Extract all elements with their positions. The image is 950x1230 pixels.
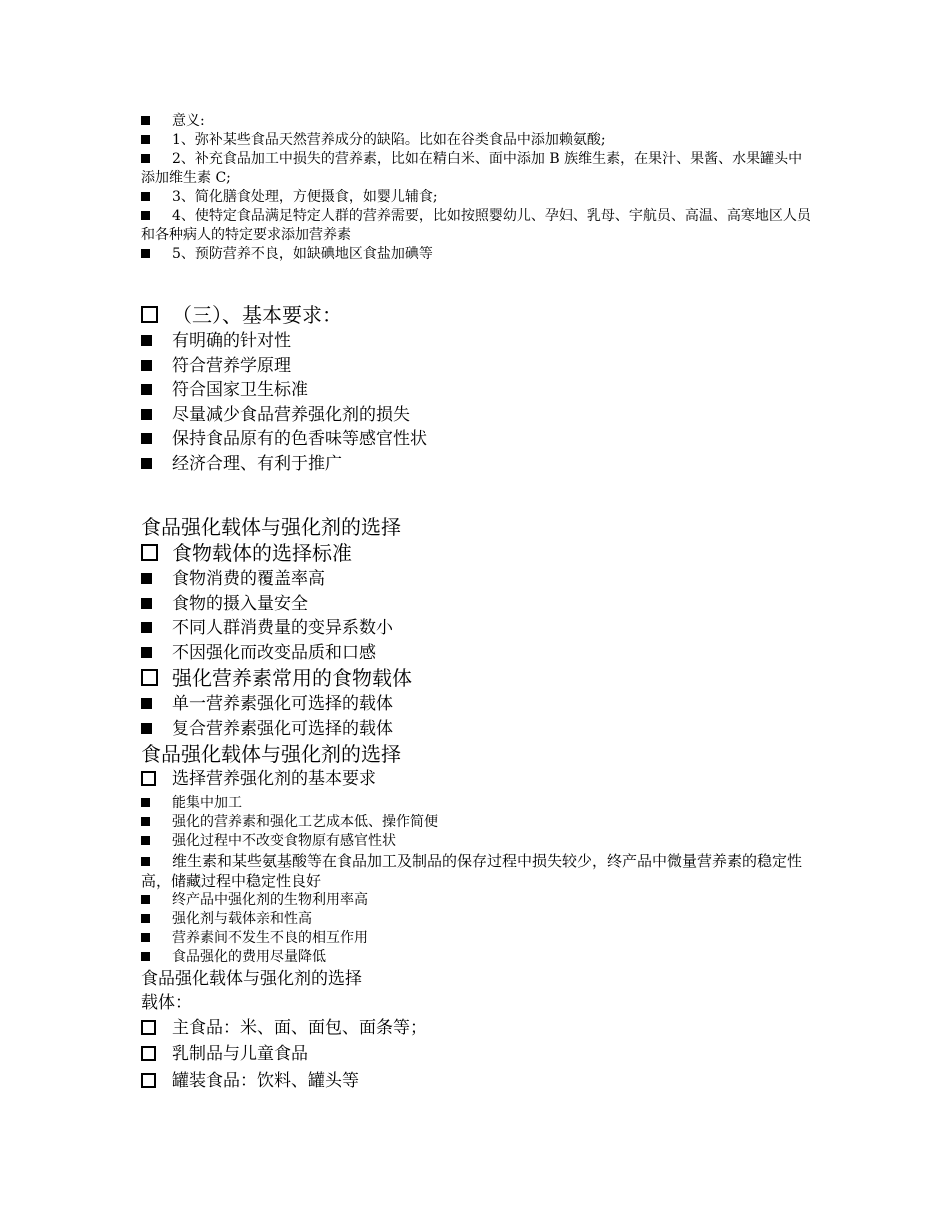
spacer bbox=[141, 476, 811, 514]
requirement-item bbox=[141, 378, 811, 403]
requirement-item-text: 尽量减少食品营养强化剂的损失 bbox=[172, 404, 410, 425]
vehicle-item bbox=[141, 1016, 811, 1043]
filled-square-bullet-icon bbox=[141, 452, 172, 477]
filled-square-bullet-icon bbox=[141, 567, 172, 592]
filled-square-bullet-icon bbox=[141, 717, 172, 742]
hollow-square-bullet-icon bbox=[141, 1042, 172, 1069]
requirement-item-text: 保持食品原有的色香味等感官性状 bbox=[172, 429, 427, 449]
carrier-criterion-text: 食物消费的覆盖率高 bbox=[172, 569, 325, 589]
hollow-square-bullet-icon bbox=[141, 302, 172, 329]
fortifier-requirement-item bbox=[141, 948, 811, 967]
filled-square-bullet-icon bbox=[141, 245, 172, 264]
spacer bbox=[141, 264, 811, 302]
meaning-item-text: 4、使特定食品满足特定人群的营养需要，比如按照婴幼儿、孕妇、乳母、宇航员、高温、高寒地区人员和各种病人的特定要求添加营养素 bbox=[141, 208, 811, 243]
filled-square-bullet-icon bbox=[141, 112, 172, 131]
carrier-criterion-text: 不同人群消费量的变异系数小 bbox=[172, 618, 393, 638]
requirement-item bbox=[141, 329, 811, 354]
meaning-item-text: 1、弥补某些食品天然营养成分的缺陷。比如在谷类食品中添加赖氨酸; bbox=[172, 132, 606, 148]
filled-square-bullet-icon bbox=[141, 851, 172, 871]
fortifier-requirement-item bbox=[141, 832, 811, 851]
fortifier-requirement-item bbox=[141, 851, 811, 891]
carrier-sub-heading bbox=[141, 665, 811, 692]
fortifier-requirement-item bbox=[141, 891, 811, 910]
fortifier-requirement-item bbox=[141, 794, 811, 813]
fortifier-requirement-item bbox=[141, 910, 811, 929]
filled-square-bullet-icon bbox=[141, 929, 172, 948]
filled-square-bullet-icon bbox=[141, 131, 172, 150]
fortifier-requirement-text: 食品强化的费用尽量降低 bbox=[172, 948, 326, 965]
filled-square-bullet-icon bbox=[141, 592, 172, 617]
vehicle-item bbox=[141, 1042, 811, 1069]
carrier-criterion-item bbox=[141, 641, 811, 666]
meaning-heading bbox=[141, 112, 811, 131]
fortifier-requirement-text: 维生素和某些氨基酸等在食品加工及制品的保存过程中损失较少，终产品中微量营养素的稳定性高，储藏过程中稳定性良好 bbox=[141, 851, 803, 890]
fortifier-requirement-item bbox=[141, 929, 811, 948]
carrier-sub-heading-text: 强化营养素常用的食物载体 bbox=[172, 666, 412, 690]
meaning-item bbox=[141, 150, 811, 188]
hollow-square-bullet-icon bbox=[141, 540, 172, 567]
vehicle-item-text: 罐装食品：饮料、罐头等 bbox=[172, 1070, 359, 1091]
meaning-item bbox=[141, 245, 811, 264]
carrier-type-item bbox=[141, 717, 811, 742]
fortifier-sub-heading-text: 选择营养强化剂的基本要求 bbox=[172, 769, 376, 789]
filled-square-bullet-icon bbox=[141, 188, 172, 207]
meaning-heading-text: 意义: bbox=[172, 113, 205, 129]
requirement-item-text: 符合国家卫生标准 bbox=[172, 380, 308, 400]
fortifier-requirement-text: 强化剂与载体亲和性高 bbox=[172, 910, 312, 927]
filled-square-bullet-icon bbox=[141, 794, 172, 813]
requirement-item bbox=[141, 452, 811, 477]
fortifier-requirement-text: 强化过程中不改变食物原有感官性状 bbox=[172, 832, 396, 849]
meaning-item-text: 3、简化膳食处理，方便摄食，如婴儿辅食; bbox=[172, 189, 438, 205]
filled-square-bullet-icon bbox=[141, 948, 172, 967]
vehicles-section-title: 食品强化载体与强化剂的选择 bbox=[141, 968, 362, 989]
fortifier-requirement-text: 营养素间不发生不良的相互作用 bbox=[172, 929, 368, 946]
carrier-sub-heading-text: 食物载体的选择标准 bbox=[172, 541, 352, 565]
meaning-item bbox=[141, 207, 811, 245]
filled-square-bullet-icon bbox=[141, 150, 172, 169]
carrier-criterion-item bbox=[141, 616, 811, 641]
requirement-item-text: 有明确的针对性 bbox=[172, 331, 291, 351]
carrier-criterion-item bbox=[141, 592, 811, 617]
filled-square-bullet-icon bbox=[141, 354, 172, 379]
meaning-item-text: 2、补充食品加工中损失的营养素，比如在精白米、面中添加 B 族维生素，在果汁、果酱、水果罐头中添加维生素 C; bbox=[141, 151, 803, 186]
document-page bbox=[141, 112, 811, 1095]
filled-square-bullet-icon bbox=[141, 641, 172, 666]
vehicle-item bbox=[141, 1069, 811, 1096]
hollow-square-bullet-icon bbox=[141, 1016, 172, 1043]
carrier-criterion-text: 食物的摄入量安全 bbox=[172, 593, 308, 614]
requirement-item bbox=[141, 403, 811, 428]
carrier-criterion-text: 不因强化而改变品质和口感 bbox=[172, 642, 376, 663]
meaning-item-text: 5、预防营养不良，如缺碘地区食盐加碘等 bbox=[172, 246, 433, 262]
carrier-sub-heading bbox=[141, 540, 811, 567]
hollow-square-bullet-icon bbox=[141, 767, 172, 794]
fortifier-requirement-text: 终产品中强化剂的生物利用率高 bbox=[172, 891, 368, 908]
filled-square-bullet-icon bbox=[141, 616, 172, 641]
vehicle-item-text: 主食品：米、面、面包、面条等； bbox=[172, 1017, 427, 1038]
filled-square-bullet-icon bbox=[141, 427, 172, 452]
filled-square-bullet-icon bbox=[141, 378, 172, 403]
hollow-square-bullet-icon bbox=[141, 665, 172, 692]
fortifier-requirement-text: 能集中加工 bbox=[172, 794, 242, 811]
requirement-item-text: 符合营养学原理 bbox=[172, 355, 291, 376]
fortifier-sub-heading bbox=[141, 767, 811, 794]
meaning-item bbox=[141, 131, 811, 150]
vehicles-label: 载体： bbox=[141, 993, 192, 1013]
requirement-item bbox=[141, 354, 811, 379]
fortifier-section-title: 食品强化载体与强化剂的选择 bbox=[141, 742, 401, 766]
filled-square-bullet-icon bbox=[141, 832, 172, 851]
carrier-criterion-item bbox=[141, 567, 811, 592]
requirement-item bbox=[141, 427, 811, 452]
fortifier-requirement-item bbox=[141, 813, 811, 832]
requirement-item-text: 经济合理、有利于推广 bbox=[172, 453, 342, 474]
filled-square-bullet-icon bbox=[141, 813, 172, 832]
requirements-heading-text: （三）、基本要求： bbox=[172, 303, 342, 327]
fortifier-requirement-text: 强化的营养素和强化工艺成本低、操作简便 bbox=[172, 813, 438, 830]
filled-square-bullet-icon bbox=[141, 692, 172, 717]
meaning-item bbox=[141, 188, 811, 207]
carrier-type-text: 复合营养素强化可选择的载体 bbox=[172, 718, 393, 739]
filled-square-bullet-icon bbox=[141, 891, 172, 910]
filled-square-bullet-icon bbox=[141, 910, 172, 929]
carrier-type-item bbox=[141, 692, 811, 717]
vehicle-item-text: 乳制品与儿童食品 bbox=[172, 1044, 308, 1064]
requirements-heading bbox=[141, 302, 811, 329]
carrier-section-title: 食品强化载体与强化剂的选择 bbox=[141, 515, 401, 539]
hollow-square-bullet-icon bbox=[141, 1069, 172, 1096]
carrier-type-text: 单一营养素强化可选择的载体 bbox=[172, 694, 393, 714]
filled-square-bullet-icon bbox=[141, 403, 172, 428]
filled-square-bullet-icon bbox=[141, 207, 172, 226]
filled-square-bullet-icon bbox=[141, 329, 172, 354]
